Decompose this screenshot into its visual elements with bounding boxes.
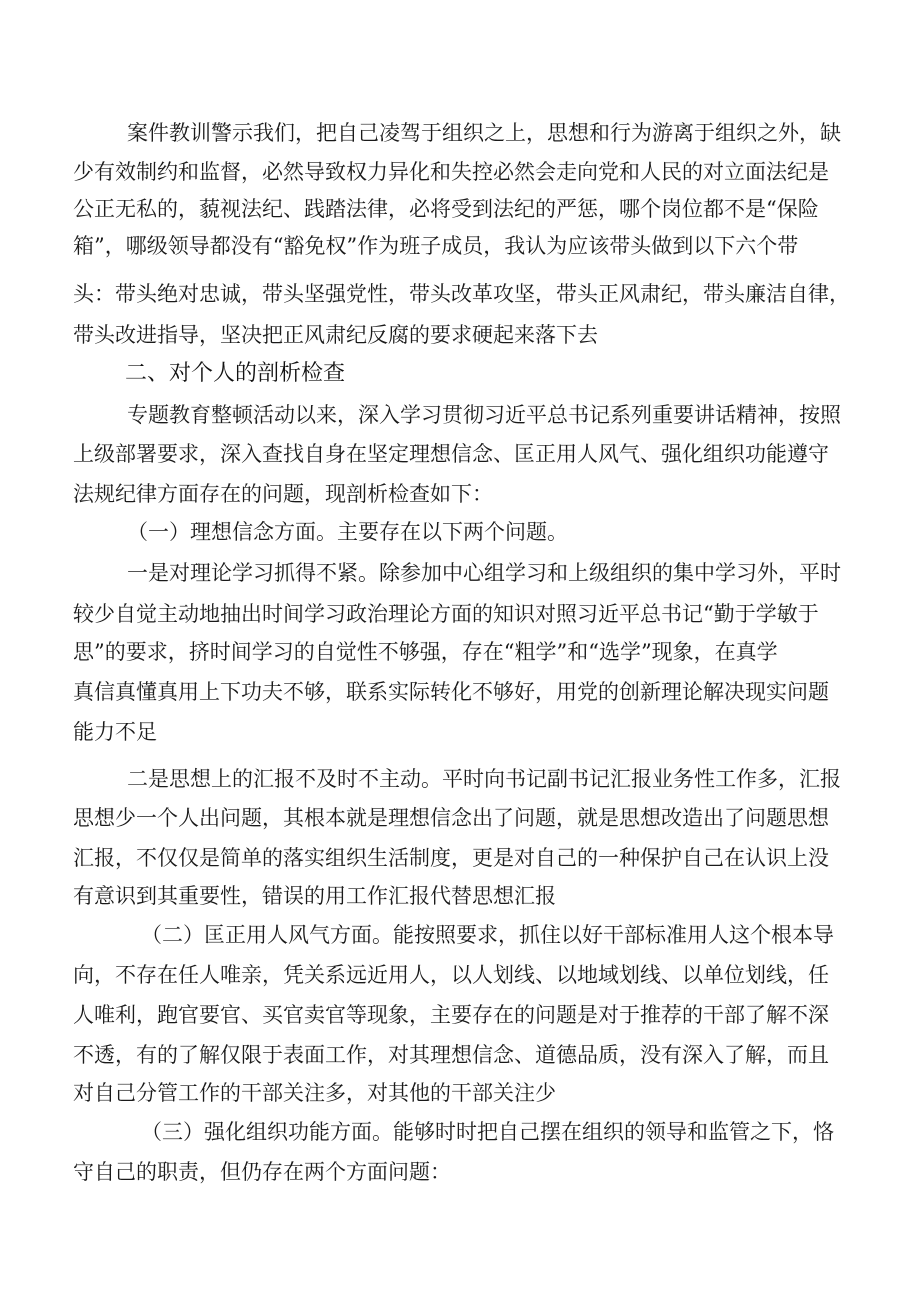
para6-line-2: 守自己的职责，但仍存在两个方面问题： <box>73 1160 451 1184</box>
para2-line-3: 法规纪律方面存在的问题，现剖析检查如下： <box>73 482 493 506</box>
subsection-1: （一）理想信念方面。主要存在以下两个问题。 <box>127 520 568 544</box>
para1-line-5: 头：带头绝对忠诚，带头坚强党性，带头改革攻坚，带头正风肃纪，带头廉洁自律， <box>73 282 850 306</box>
para4-line-2: 思想少一个人出问题，其根本就是理想信念出了问题，就是思想改造出了问题思想 <box>73 806 829 830</box>
para1-line-2: 少有效制约和监督，必然导致权力异化和失控必然会走向党和人民的对立面法纪是 <box>73 160 829 184</box>
para2-line-1: 专题教育整顿活动以来，深入学习贯彻习近平总书记系列重要讲话精神，按照 <box>127 403 841 427</box>
para3-line-5: 能力不足 <box>73 720 157 744</box>
para1-line-1: 案件教训警示我们，把自己凌驾于组织之上，思想和行为游离于组织之外，缺 <box>127 121 841 145</box>
para2-line-2: 上级部署要求，深入查找自身在坚定理想信念、匡正用人风气、强化组织功能遵守 <box>73 442 829 466</box>
para3-line-1: 一是对理论学习抓得不紧。除参加中心组学习和上级组织的集中学习外，平时 <box>127 561 841 585</box>
para3-line-4: 真信真懂真用上下功夫不够，联系实际转化不够好，用党的创新理论解决现实问题 <box>73 680 829 704</box>
para5-line-4: 不透，有的了解仅限于表面工作，对其理想信念、道德品质，没有深入了解，而且 <box>73 1043 829 1067</box>
para3-line-3: 思”的要求，挤时间学习的自觉性不够强，存在“粗学”和“选学”现象，在真学 <box>73 640 778 664</box>
para1-line-4: 箱”，哪级领导都没有“豁免权”作为班子成员，我认为应该带头做到以下六个带 <box>73 234 799 258</box>
para5-line-5: 对自己分管工作的干部关注多，对其他的干部关注少 <box>73 1081 556 1105</box>
para4-line-4: 有意识到其重要性，错误的用工作汇报代替思想汇报 <box>73 884 556 908</box>
para1-line-6: 带头改进指导，坚决把正风肃纪反腐的要求硬起来落下去 <box>73 323 598 347</box>
para3-line-2: 较少自觉主动地抽出时间学习政治理论方面的知识对照习近平总书记“勤于学敏于 <box>73 602 819 626</box>
para5-line-3: 人唯利，跑官要官、买官卖官等现象，主要存在的问题是对于推荐的干部了解不深 <box>73 1003 829 1027</box>
para4-line-3: 汇报，不仅仅是简单的落实组织生活制度，更是对自己的一种保护自己在认识上没 <box>73 846 829 870</box>
para5-line-2: 向，不存在任人唯亲，凭关系远近用人，以人划线、以地域划线、以单位划线，任 <box>73 963 829 987</box>
section-heading: 二、对个人的剖析检查 <box>125 361 346 386</box>
para1-line-3: 公正无私的，藐视法纪、践踏法律，必将受到法纪的严惩，哪个岗位都不是“保险 <box>73 197 819 221</box>
para4-line-1: 二是思想上的汇报不及时不主动。平时向书记副书记汇报业务性工作多，汇报 <box>127 767 841 791</box>
para6-line-1: （三）强化组织功能方面。能够时时把自己摆在组织的领导和监管之下，恪 <box>141 1120 834 1144</box>
para5-line-1: （二）匡正用人风气方面。能按照要求，抓住以好干部标准用人这个根本导 <box>141 923 834 947</box>
